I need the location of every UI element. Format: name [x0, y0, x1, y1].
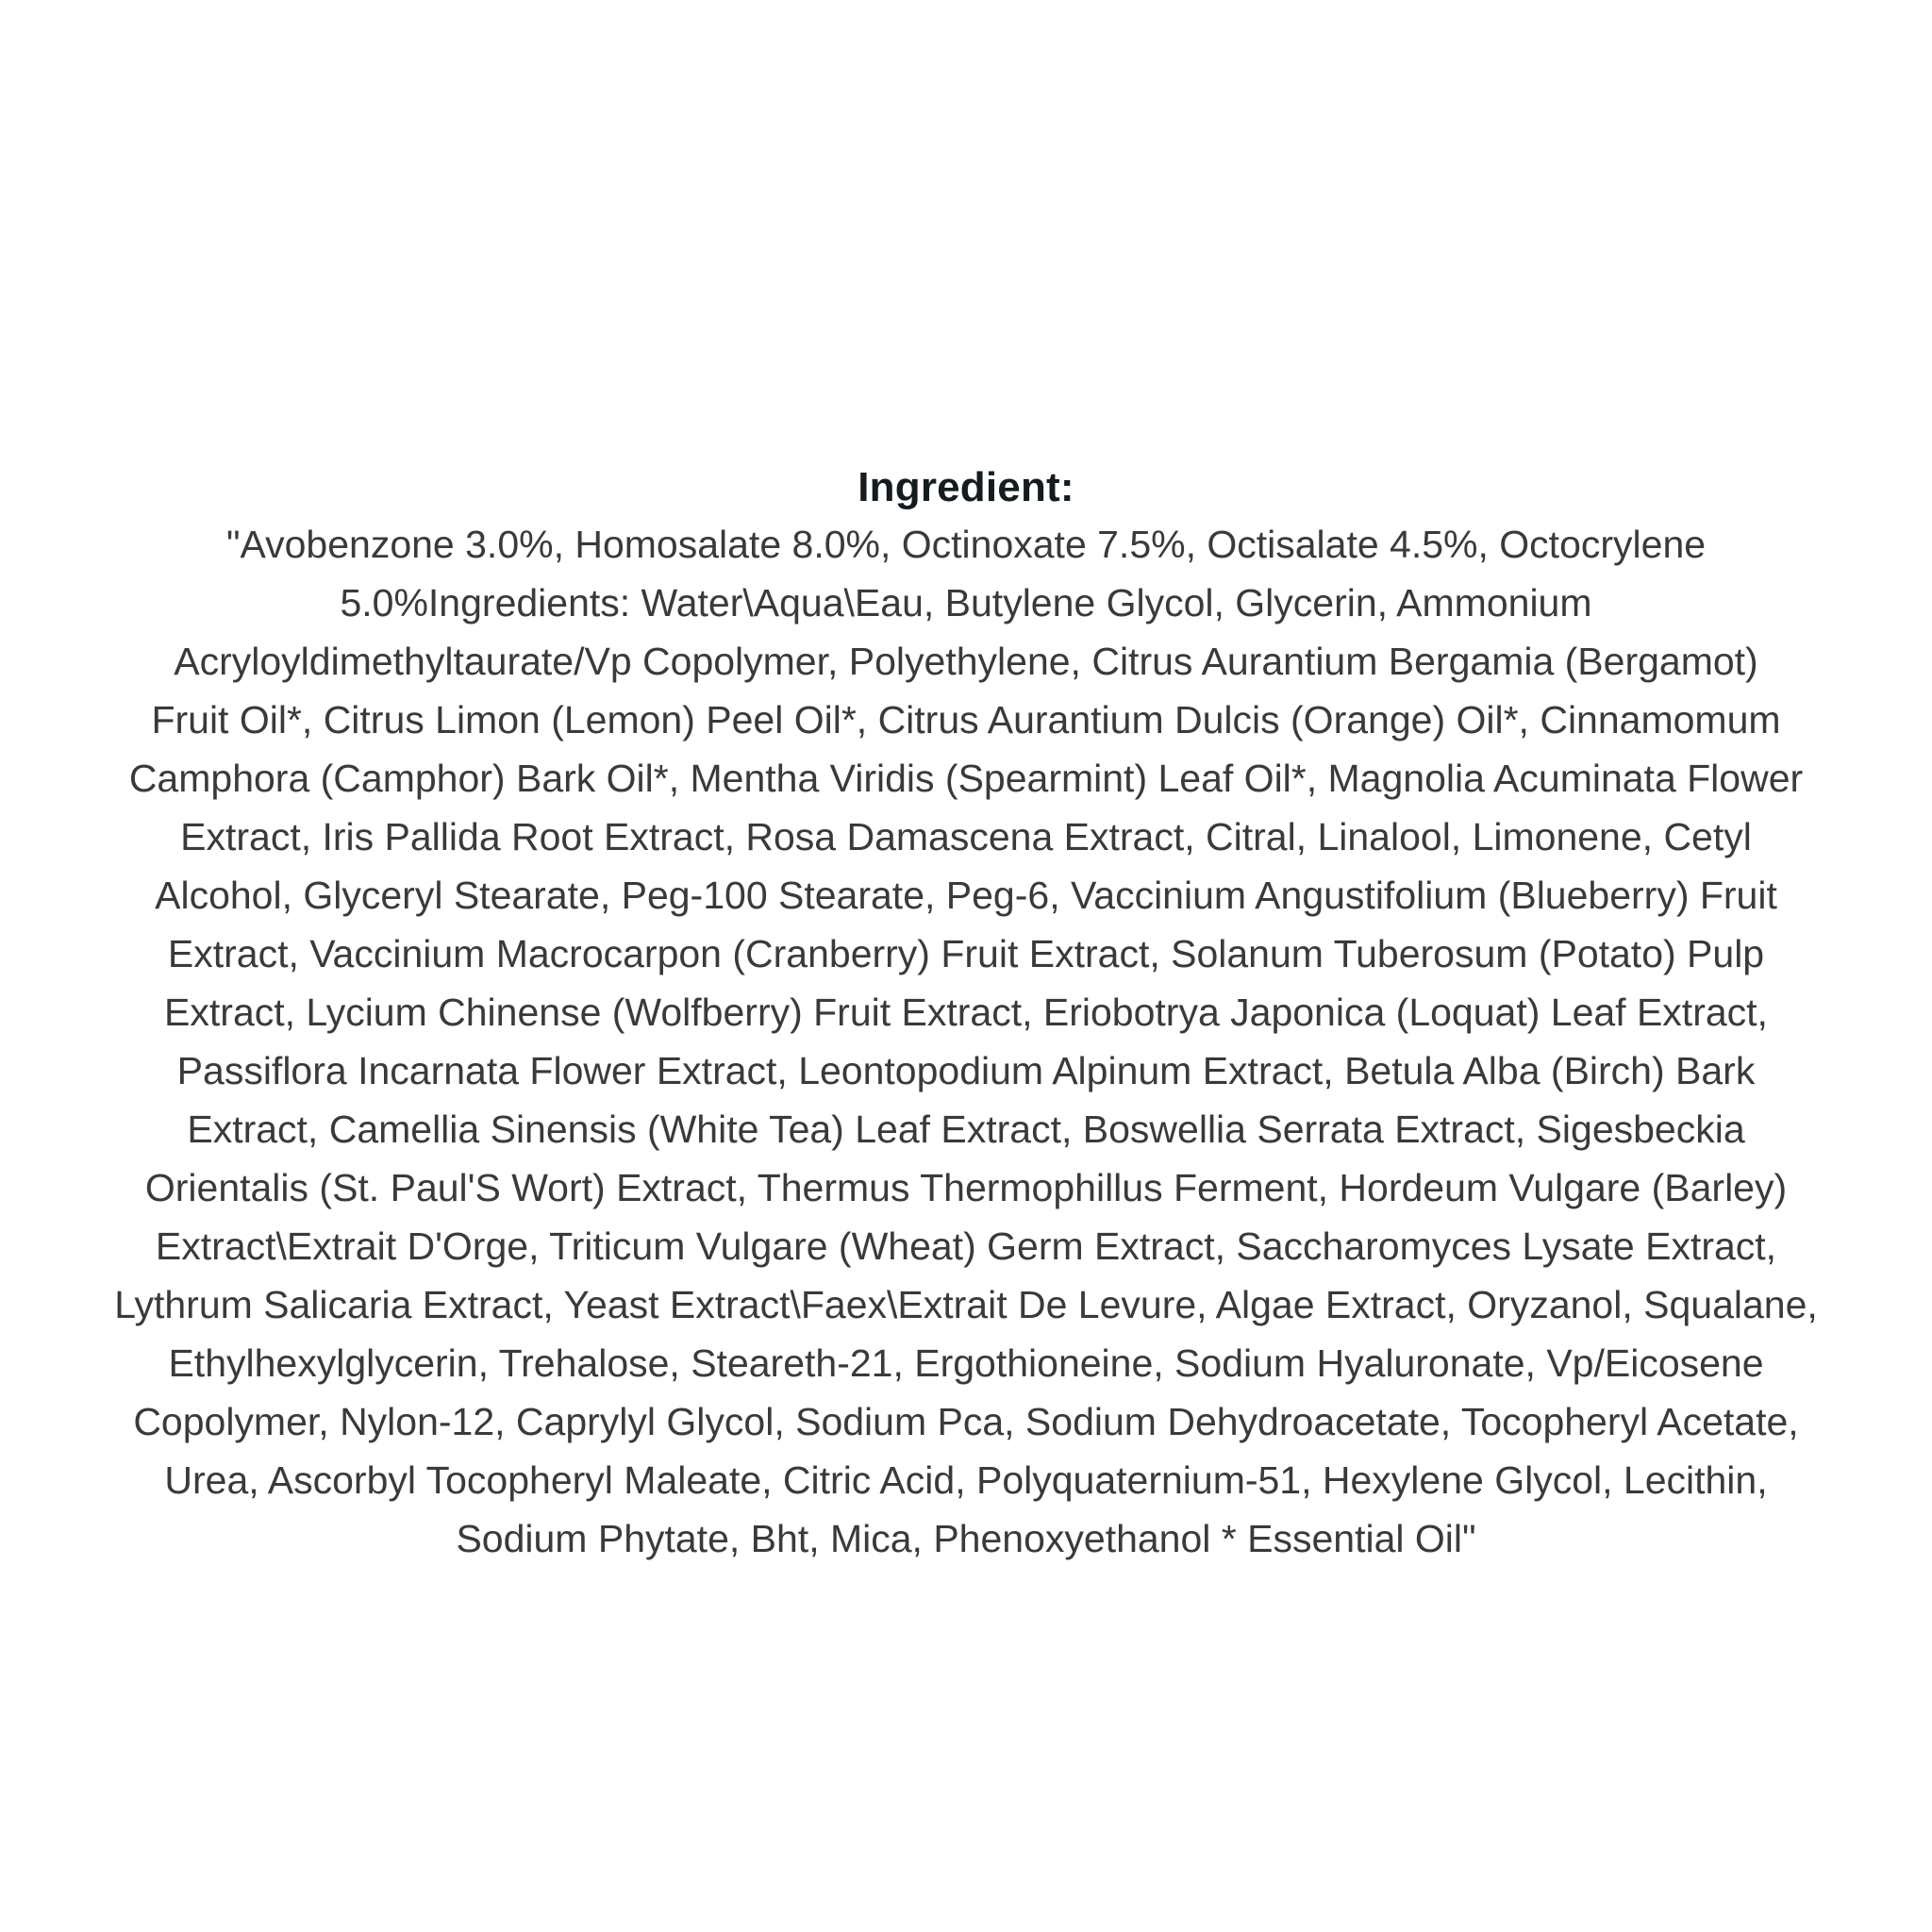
ingredient-line-12: Orientalis (St. Paul'S Wort) Extract, Thermus Thermophillus Ferment, Hordeum Vulgare (Barley) — [144, 1166, 1788, 1209]
ingredient-panel — [71, 460, 1861, 1568]
ingredient-line-16: Copolymer, Nylon-12, Caprylyl Glycol, Sodium Pca, Sodium Dehydroacetate, Tocopheryl Acetate, — [133, 1400, 1799, 1443]
ingredient-line-3: Acryloyldimethyltaurate/Vp Copolymer, Polyethylene, Citrus Aurantium Bergamia (Bergamot) — [174, 640, 1758, 683]
ingredient-line-8: Extract, Vaccinium Macrocarpon (Cranberry) Fruit Extract, Solanum Tuberosum (Potato) Pulp — [167, 932, 1765, 975]
ingredient-line-17: Urea, Ascorbyl Tocopheryl Maleate, Citric Acid, Polyquaternium-51, Hexylene Glycol, Lecithin, — [164, 1458, 1768, 1502]
ingredient-line-14: Lythrum Salicaria Extract, Yeast Extract\Faex\Extrait De Levure, Algae Extract, Oryzanol, Squalane, — [114, 1283, 1818, 1326]
ingredient-line-15: Ethylhexylglycerin, Trehalose, Steareth-21, Ergothioneine, Sodium Hyaluronate, Vp/Eicosene — [168, 1341, 1764, 1385]
ingredient-line-13: Extract\Extrait D'Orge, Triticum Vulgare (Wheat) Germ Extract, Saccharomyces Lysate Extract, — [155, 1224, 1777, 1268]
ingredient-line-6: Extract, Iris Pallida Root Extract, Rosa Damascena Extract, Citral, Linalool, Limonene, Cetyl — [180, 815, 1752, 858]
ingredient-line-11: Extract, Camellia Sinensis (White Tea) Leaf Extract, Boswellia Serrata Extract, Sigesbeckia — [187, 1108, 1745, 1151]
ingredient-line-9: Extract, Lycium Chinense (Wolfberry) Fruit Extract, Eriobotrya Japonica (Loquat) Leaf Extract, — [164, 991, 1768, 1034]
ingredient-line-5: Camphora (Camphor) Bark Oil*, Mentha Viridis (Spearmint) Leaf Oil*, Magnolia Acuminata Flower — [128, 757, 1804, 800]
ingredient-line-10: Passiflora Incarnata Flower Extract, Leontopodium Alpinum Extract, Betula Alba (Birch) Bark — [176, 1049, 1756, 1092]
ingredient-heading: Ingredient: — [858, 464, 1074, 510]
ingredient-line-2: 5.0%Ingredients: Water\Aqua\Eau, Butylene Glycol, Glycerin, Ammonium — [340, 581, 1592, 625]
ingredient-line-1: "Avobenzone 3.0%, Homosalate 8.0%, Octinoxate 7.5%, Octisalate 4.5%, Octocrylene — [225, 523, 1707, 566]
ingredient-line-18: Sodium Phytate, Bht, Mica, Phenoxyethanol * Essential Oil" — [456, 1517, 1476, 1560]
ingredient-line-7: Alcohol, Glyceryl Stearate, Peg-100 Stearate, Peg-6, Vaccinium Angustifolium (Blueberry) Fruit — [155, 874, 1777, 917]
ingredient-line-4: Fruit Oil*, Citrus Limon (Lemon) Peel Oil*, Citrus Aurantium Dulcis (Orange) Oil*, Cinnamomum — [151, 698, 1781, 741]
